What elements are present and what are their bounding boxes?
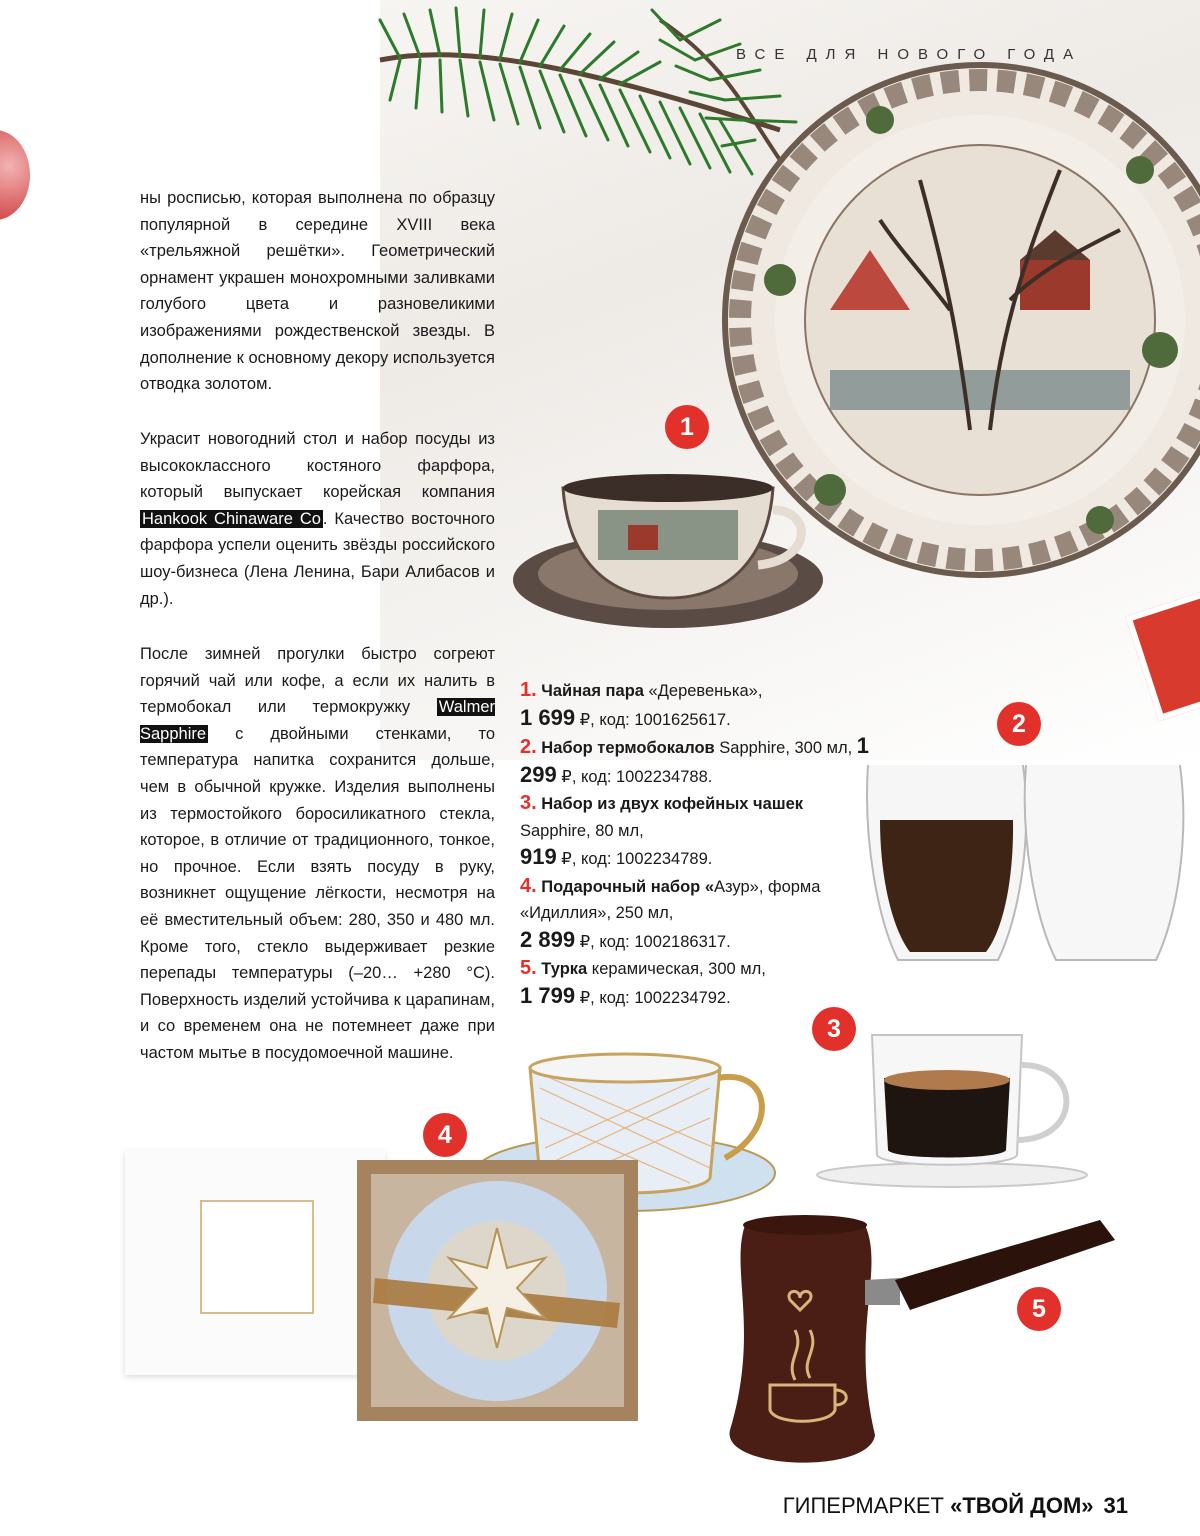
item-number: 1. xyxy=(520,679,537,701)
price-item-2 xyxy=(520,733,870,790)
item-number: 3. xyxy=(520,792,537,814)
paragraph-text: с двойными стенками, то температура напитка сохранится дольше, чем в обычной кружке. Изделия выполнены из термостойкого боросиликатного стекла, которое, в отличие от традиционного, тонкое, но прочное. Если взять посуду в руку, возникнет ощущение лёгкости, несмотря на её вместительный объем: 280, 350 и 480 мл. Кроме того, стекло выдерживает резкие перепады температуры (–20… +280 °С). Поверхность изделий устойчива к царапинам, и со временем она не потемнеет даже при частом мытье в посудомоечной машине. xyxy=(140,724,495,1062)
item-name: Набор из двух кофейных чашек xyxy=(541,795,804,813)
footer-prefix: ГИПЕРМАРКЕТ xyxy=(782,1493,951,1518)
product-number-badge-5: 5 xyxy=(1017,1287,1061,1331)
page-footer xyxy=(783,1493,1128,1519)
item-name: Подарочный набор « xyxy=(541,877,715,896)
item-description: керамическая, 300 мл, xyxy=(587,960,766,978)
item-code: , код: 1001625617. xyxy=(590,710,731,729)
item-code: , код: 1002234789. xyxy=(571,850,713,868)
brand-highlight: Hankook Chinaware Co xyxy=(142,509,321,528)
product-number-badge-2: 2 xyxy=(997,702,1041,746)
item-currency: ₽ xyxy=(575,932,591,951)
item-number: 2. xyxy=(520,736,537,758)
item-currency: ₽ xyxy=(556,850,572,868)
item-code: , код: 1002234788. xyxy=(571,767,713,786)
item-price: 1 699 xyxy=(520,704,576,730)
item-price: 2 899 xyxy=(520,926,576,952)
thermo-glasses-image xyxy=(858,760,1188,975)
coffee-cup-image xyxy=(812,1030,1092,1190)
item-description: «Деревенька», xyxy=(643,682,763,700)
page-number: 31 xyxy=(1103,1493,1128,1518)
item-code: , код: 1002186317. xyxy=(590,932,731,951)
item-price: 1 799 xyxy=(520,982,576,1008)
ornament-ball-image xyxy=(0,130,30,220)
item-description: Азур», форма «Идиллия», 250 мл, xyxy=(520,877,821,922)
price-list xyxy=(520,677,870,1011)
product-number-badge-4: 4 xyxy=(423,1113,467,1157)
turka-image xyxy=(700,1210,1150,1480)
article-paragraph-3 xyxy=(140,641,495,1067)
item-number: 4. xyxy=(520,874,537,897)
section-header: ВСЕ ДЛЯ НОВОГО ГОДА xyxy=(736,46,1083,63)
item-name: Турка xyxy=(541,960,588,978)
paragraph-text: ны росписью, которая выполнена по образцу популярной в середине XVIII века «трельяжной решётки». Геометрический орнамент украшен монохромными заливками голубого цвета и разновеликими изображениями рождественской звезды. В дополнение к основному декору используется отводка золотом. xyxy=(140,189,495,394)
paragraph-text: Украсит новогодний стол и набор посуды из высококлассного костяного фарфора, который выпускает корейская компания xyxy=(140,430,495,502)
paragraph-text: . Качество восточного фарфора успели оценить звёзды российского шоу-бизнеса (Лена Ленина, Бари Алибасов и др.). xyxy=(140,509,495,608)
product-number-badge-1: 1 xyxy=(665,405,709,449)
item-code: , код: 1002234792. xyxy=(590,988,731,1007)
product-number-badge-3: 3 xyxy=(812,1007,856,1051)
item-price: 1 299 xyxy=(520,733,869,787)
gift-set-box-lid-image xyxy=(125,1150,385,1375)
gift-card-image xyxy=(200,1200,314,1314)
price-item-1 xyxy=(520,677,870,733)
item-name: Набор термобокалов xyxy=(541,739,715,757)
item-currency: ₽ xyxy=(556,767,572,786)
price-item-4 xyxy=(520,873,870,956)
paragraph-text: После зимней прогулки быстро согреют горячий чай или кофе, а если их налить в термобокал или термокружку xyxy=(140,645,495,717)
footer-brand: «ТВОЙ ДОМ» xyxy=(950,1493,1094,1518)
item-currency: ₽ xyxy=(575,988,591,1007)
item-price: 919 xyxy=(520,844,557,869)
gift-set-image xyxy=(355,1158,640,1423)
article-paragraph-1 xyxy=(140,185,495,398)
item-currency: ₽ xyxy=(575,710,591,729)
item-name: Чайная пара xyxy=(541,682,644,700)
price-item-5 xyxy=(520,955,870,1011)
price-item-3 xyxy=(520,790,870,873)
item-description: Sapphire, 300 мл, xyxy=(714,739,857,757)
item-number: 5. xyxy=(520,957,537,979)
teacup-image xyxy=(508,470,828,640)
brand-highlight: Walmer Sapphire xyxy=(140,698,495,743)
article-paragraph-2 xyxy=(140,426,495,612)
item-description: Sapphire, 80 мл, xyxy=(520,821,644,840)
